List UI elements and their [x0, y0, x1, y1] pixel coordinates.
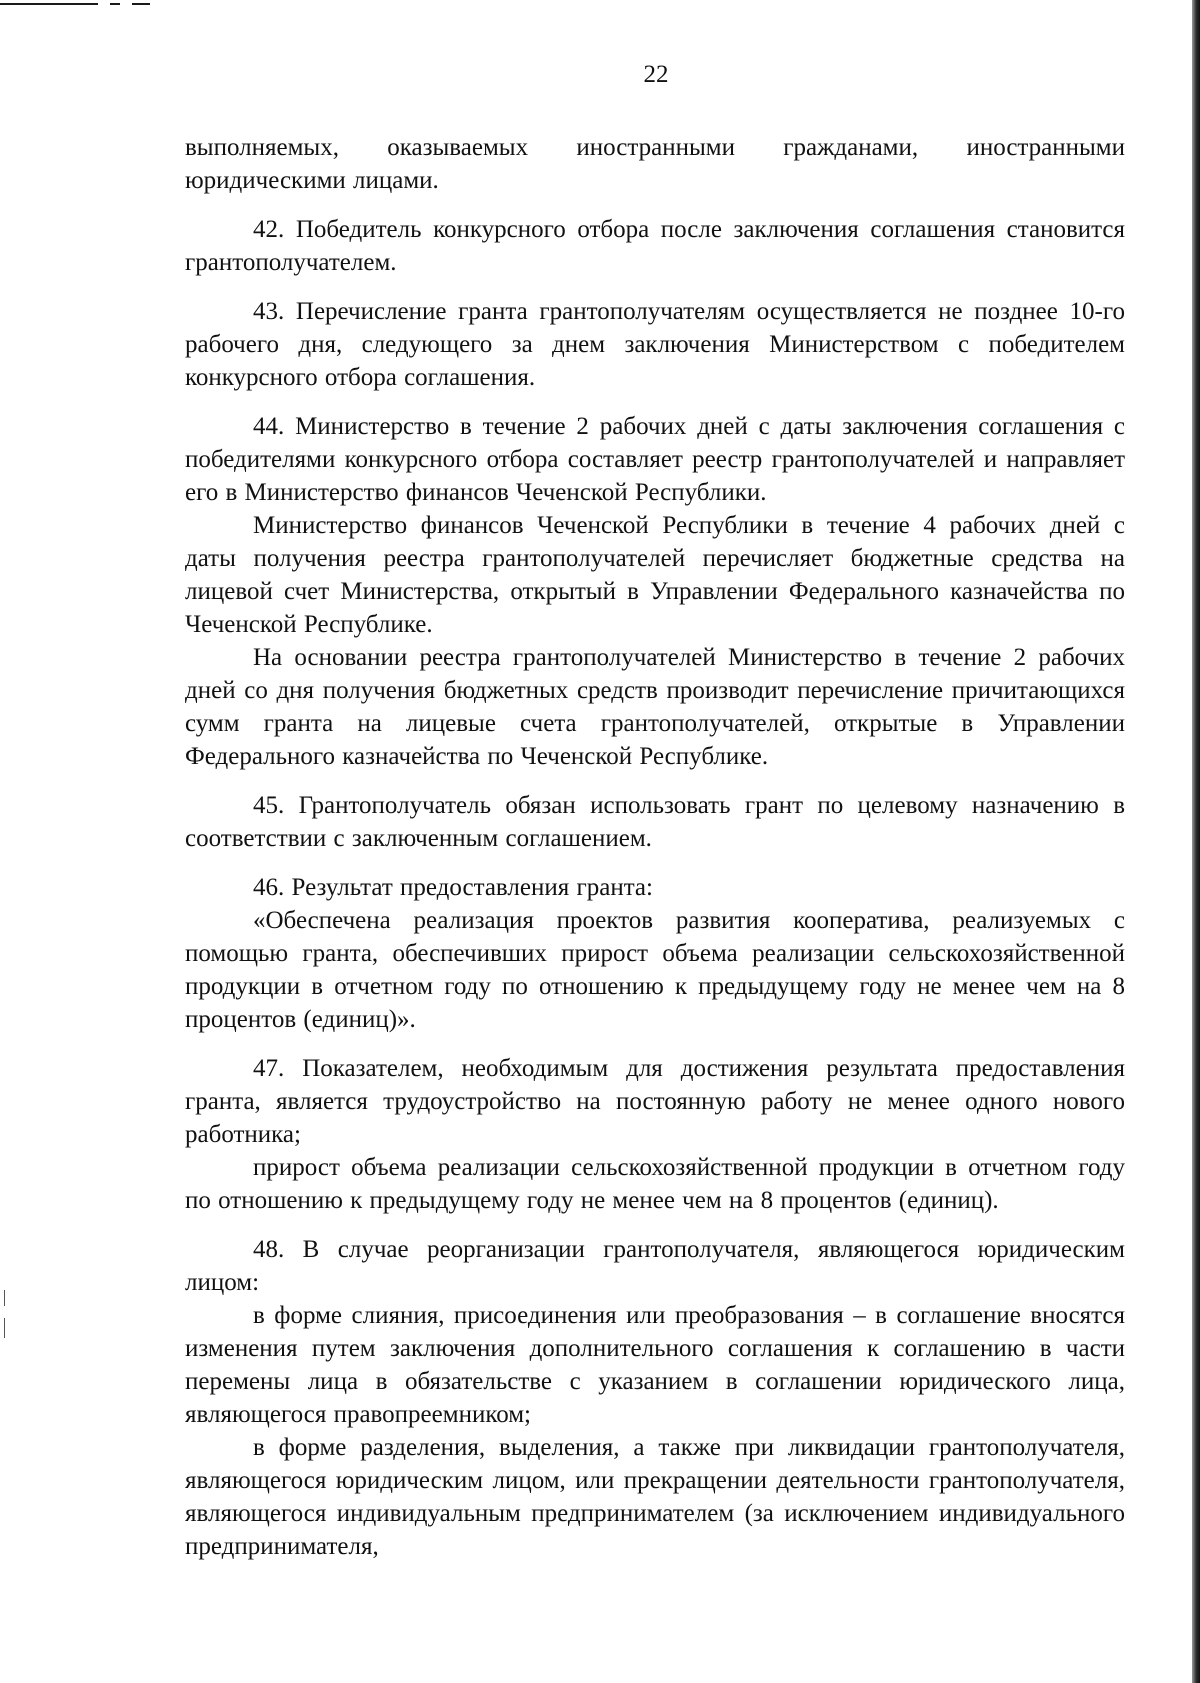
scan-artifact-top-dash	[132, 3, 150, 5]
paragraph-clause-45: 45. Грантополучатель обязан использовать грант по целевому назначению в соответствии с заключенным соглашением.	[185, 792, 1125, 852]
paragraph-clause-46: 46. Результат предоставления гранта:	[253, 874, 653, 901]
scan-artifact-top-line	[0, 3, 98, 5]
paragraph-clause-44-transfer: На основании реестра грантополучателей Министерство в течение 2 рабочих дней со дня получения бюджетных средств производит перечисление причитающихся сумм гранта на лицевые счета грантополучателей, открытые в Управлении Федерального казначейства по Чеченской Республике.	[185, 644, 1125, 770]
paragraph-continuation: выполняемых, оказываемых иностранными гражданами, иностранными юридическими лицами.	[185, 134, 1125, 194]
paragraph-clause-48-merger: в форме слияния, присоединения или преобразования – в соглашение вносятся изменения путем заключения дополнительного соглашения к соглашению в части перемены лица в обязательстве с указанием в соглашении юридического лица, являющегося правопреемником;	[185, 1302, 1125, 1428]
paragraph-clause-44: 44. Министерство в течение 2 рабочих дней с даты заключения соглашения с победителями конкурсного отбора составляет реестр грантополучателей и направляет его в Министерство финансов Чеченской Республики.	[185, 413, 1125, 506]
document-body	[185, 131, 1125, 1563]
paragraph-clause-48-division: в форме разделения, выделения, а также при ликвидации грантополучателя, являющегося юридическим лицом, или прекращении деятельности грантополучателя, являющегося индивидуальным предпринимателем (за исключением индивидуального предпринимателя,	[185, 1434, 1125, 1560]
paragraph-clause-47-growth: прирост объема реализации сельскохозяйственной продукции в отчетном году по отношению к предыдущему году не менее чем на 8 процентов (единиц).	[185, 1154, 1125, 1214]
paragraph-clause-43: 43. Перечисление гранта грантополучателям осуществляется не позднее 10-го рабочего дня, следующего за днем заключения Министерством с победителем конкурсного отбора соглашения.	[185, 298, 1125, 391]
paragraph-clause-48: 48. В случае реорганизации грантополучателя, являющегося юридическим лицом:	[185, 1236, 1125, 1296]
paragraph-clause-44-finance: Министерство финансов Чеченской Республики в течение 4 рабочих дней с даты получения реестра грантополучателей перечисляет бюджетные средства на лицевой счет Министерства, открытый в Управлении Федерального казначейства по Чеченской Республике.	[185, 512, 1125, 638]
scan-artifact-left-tick	[4, 1290, 5, 1306]
page-number: 22	[643, 61, 669, 88]
paragraph-clause-42: 42. Победитель конкурсного отбора после заключения соглашения становится грантополучателем.	[185, 216, 1125, 276]
paragraph-clause-46-result: «Обеспечена реализация проектов развития кооператива, реализуемых с помощью гранта, обеспечивших прирост объема реализации сельскохозяйственной продукции в отчетном году по отношению к предыдущему году не менее чем на 8 процентов (единиц)».	[185, 907, 1125, 1033]
scan-edge-shadow	[1192, 0, 1200, 1683]
scan-artifact-top-dash	[110, 3, 120, 5]
scan-artifact-left-tick	[4, 1318, 5, 1338]
paragraph-clause-47: 47. Показателем, необходимым для достижения результата предоставления гранта, является трудоустройство на постоянную работу не менее одного нового работника;	[185, 1055, 1125, 1148]
